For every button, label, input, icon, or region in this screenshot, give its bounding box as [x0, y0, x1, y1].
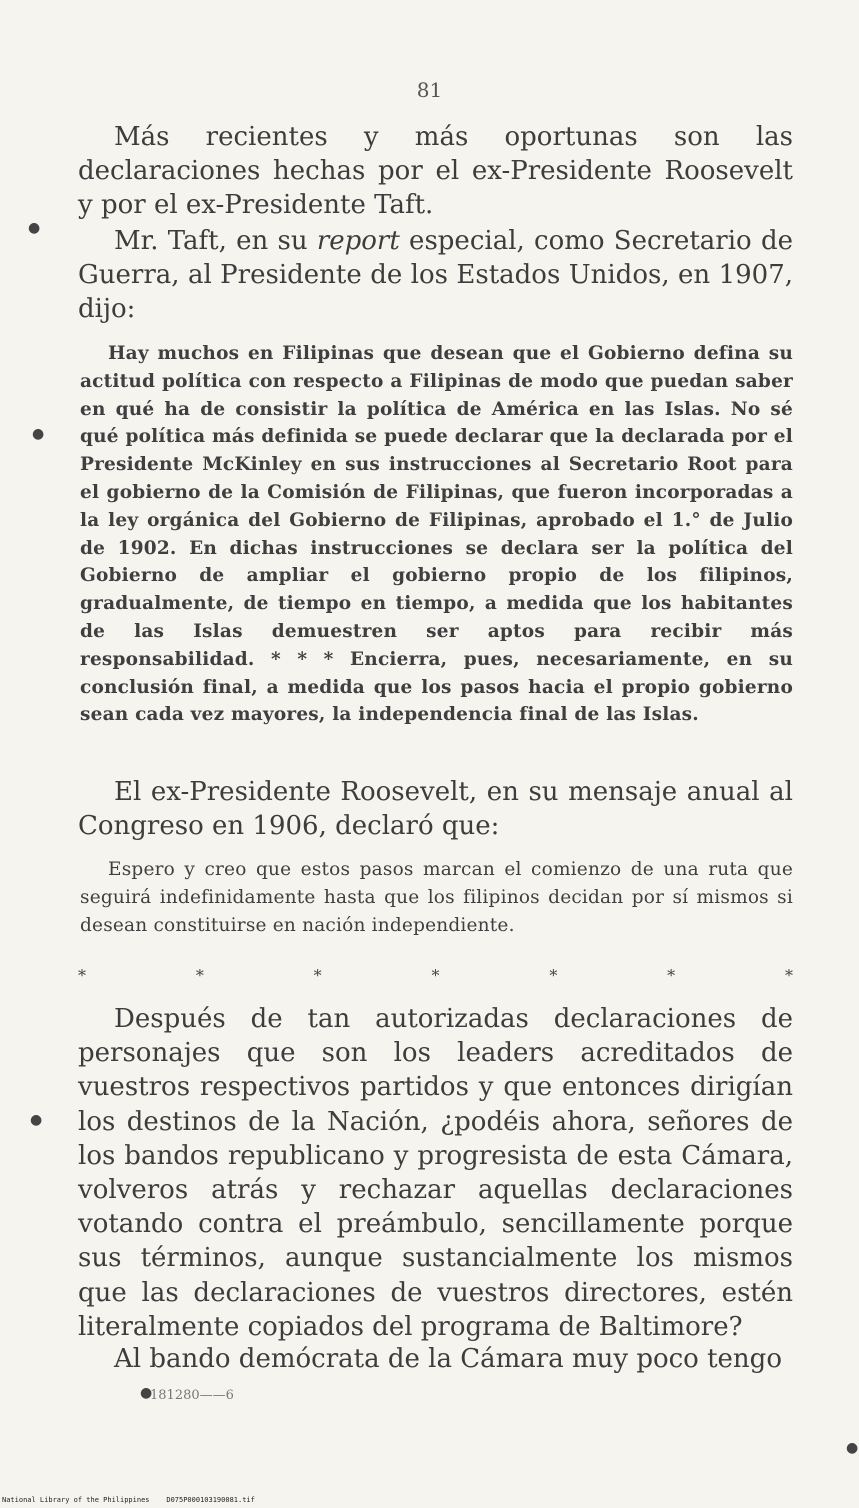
quote-2: Espero y creo que estos pasos marcan el comienzo de una ruta que seguirá indefinidamente hasta que los filipinos decidan por sí mismos si desean constituirse en nación independiente. — [80, 859, 793, 936]
paragraph-1-block — [78, 120, 793, 222]
paragraph-5: Al bando demócrata de la Cámara muy poco tengo — [114, 1344, 782, 1374]
speck-mark: ● — [140, 1385, 153, 1401]
star: * — [313, 966, 322, 985]
ellipsis-stars — [78, 966, 793, 985]
star: * — [431, 966, 440, 985]
paragraph-5-block — [78, 1342, 793, 1376]
star: * — [784, 966, 793, 985]
printer-code: 181280——6 — [150, 1388, 234, 1403]
paragraph-1: Más recientes y más oportunas son las declaraciones hechas por el ex-Presidente Roosevelt y por el ex-Presidente Taft. — [78, 122, 793, 220]
speck-mark: ● — [32, 426, 45, 442]
star: * — [195, 966, 204, 985]
star: * — [549, 966, 558, 985]
paragraph-4: Después de tan autorizadas declaraciones de personajes que son los leaders acreditados de vuestros respectivos partidos y que entonces dirigían los destinos de la Nación, ¿podéis ahora, señores de los bandos republicano y progresista de esta Cámara, volveros atrás y rechazar aquellas declaraciones votando contra el preámbulo, sencillamente porque sus términos, aunque sustancialmente los mismos que las declaraciones de vuestros directores, estén literalmente copiados del programa de Baltimore? — [78, 1004, 793, 1342]
speck-mark: ● — [28, 220, 41, 236]
paragraph-2-italic: report — [316, 226, 400, 256]
paragraph-3-block — [78, 775, 793, 843]
speck-mark: ● — [846, 1440, 859, 1456]
star: * — [78, 966, 86, 985]
quote-2-block — [80, 856, 793, 939]
paragraph-2-after: especial, como Secretario de Guerra, al Presidente de los Estados Unidos, en 1907, dijo: — [78, 226, 793, 324]
speck-mark: ● — [30, 1112, 43, 1128]
paragraph-3: El ex-Presidente Roosevelt, en su mensaje anual al Congreso en 1906, declaró que: — [78, 777, 793, 841]
paragraph-2-block — [78, 224, 793, 326]
star: * — [667, 966, 676, 985]
page-number: 81 — [416, 78, 443, 102]
paragraph-2 — [78, 224, 793, 326]
quote-1-block — [80, 340, 793, 729]
quote-1: Hay muchos en Filipinas que desean que el Gobierno defina su actitud política con respecto a Filipinas de modo que puedan saber en qué ha de consistir la política de América en las Islas. No sé qué política más definida se puede declarar que la declarada por el Presidente McKinley en sus instrucciones al Secretario Root para el gobierno de la Comisión de Filipinas, que fueron incorporadas a la ley orgánica del Gobierno de Filipinas, aprobado el 1.° de Julio de 1902. En dichas instrucciones se declara ser la política del Gobierno de ampliar el gobierno propio de los filipinos, gradualmente, de tiempo en tiempo, a medida que los habitantes de las Islas demuestren ser aptos para recibir más responsabilidad. * * * Encierra, pues, necesariamente, en su conclusión final, a medida que los pasos hacia el propio gobierno sean cada vez mayores, la independencia final de las Islas. — [80, 343, 793, 726]
paragraph-4-block — [78, 1002, 793, 1344]
library-footer: National Library of the Philippines D075P000103190081.tif — [2, 1496, 255, 1504]
paragraph-2-before: Mr. Taft, en su — [114, 226, 317, 256]
